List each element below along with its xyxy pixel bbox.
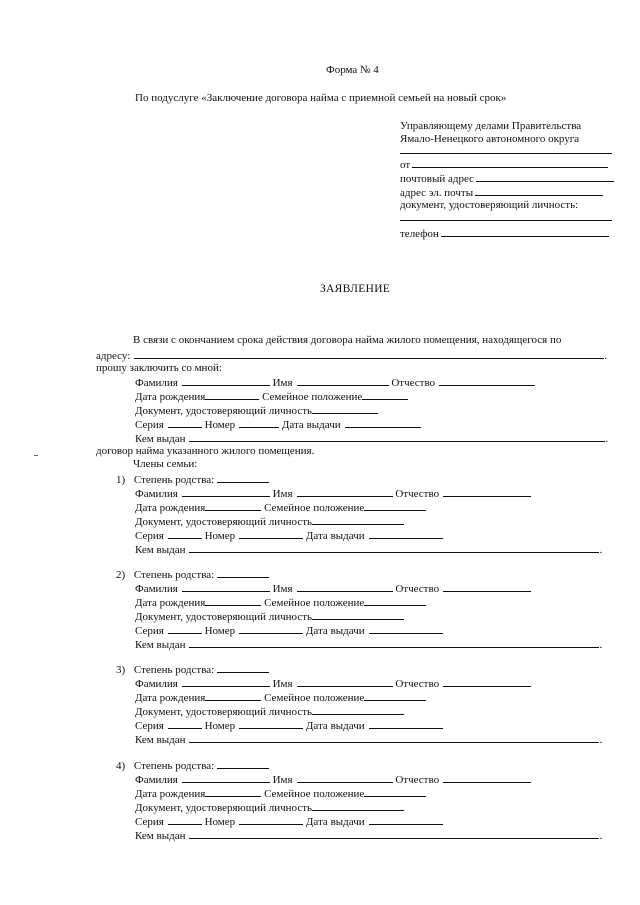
patronymic-label: Отчество [395, 583, 440, 595]
doc-label: Документ, удостоверяющий личность [135, 516, 313, 528]
patronymic-label: Отчество [395, 774, 440, 786]
birth-label: Дата рождения [135, 391, 206, 403]
form-subject: По подуслуге «Заключение договора найма с приемной семьей на новый срок» [135, 92, 507, 104]
member-kinship-row[interactable] [116, 758, 269, 773]
member-number: 1) [116, 474, 126, 486]
member-issued-row[interactable]: Кем выдан . [135, 734, 603, 746]
member-issued-row[interactable]: Кем выдан . [135, 544, 603, 556]
member-kinship-row[interactable] [116, 662, 269, 677]
surname-label: Фамилия [135, 774, 178, 786]
addressee-email-label: адрес эл. почты [400, 187, 474, 199]
doc-label: Документ, удостоверяющий личность [135, 802, 313, 814]
member-birth-row[interactable] [135, 500, 426, 515]
issued-by-label: Кем выдан [135, 734, 186, 746]
patronymic-label: Отчество [395, 488, 440, 500]
surname-label: Фамилия [135, 678, 178, 690]
member-doc-row[interactable] [135, 704, 404, 719]
addressee-email-row[interactable] [400, 185, 603, 200]
marital-label: Семейное положение [264, 788, 365, 800]
addressee-phone-label: телефон [400, 228, 439, 240]
applicant-birth-row[interactable] [135, 389, 408, 404]
addressee-id-doc-line[interactable] [400, 212, 612, 221]
name-label: Имя [272, 488, 293, 500]
member-birth-row[interactable] [135, 595, 426, 610]
number-label: Номер [204, 419, 236, 431]
after-text: договор найма указанного жилого помещения. [96, 445, 315, 457]
member-number: 2) [116, 569, 126, 581]
document-title: ЗАЯВЛЕНИЕ [320, 283, 391, 295]
member-kinship-row[interactable] [116, 472, 269, 487]
marital-label: Семейное положение [264, 597, 365, 609]
marital-label: Семейное положение [264, 692, 365, 704]
kinship-label: Степень родства: [133, 474, 215, 486]
member-series-row[interactable] [135, 718, 443, 733]
addressee-line-1: Управляющему делами Правительства [400, 120, 582, 132]
number-label: Номер [204, 816, 236, 828]
issue-date-label: Дата выдачи [305, 720, 365, 732]
addressee-postal-label: почтовый адрес [400, 173, 475, 185]
addressee-postal-row[interactable] [400, 171, 614, 186]
member-name-row[interactable] [135, 676, 531, 691]
marital-label: Семейное положение [262, 391, 363, 403]
member-series-row[interactable] [135, 528, 443, 543]
name-label: Имя [272, 583, 293, 595]
number-label: Номер [204, 625, 236, 637]
name-label: Имя [272, 678, 293, 690]
applicant-doc-row[interactable] [135, 403, 378, 418]
intro-line-3: прошу заключить со мной: [96, 362, 222, 374]
member-number: 4) [116, 760, 126, 772]
doc-label: Документ, удостоверяющий личность [135, 611, 313, 623]
birth-label: Дата рождения [135, 692, 206, 704]
patronymic-label: Отчество [391, 377, 436, 389]
member-kinship-row[interactable] [116, 567, 269, 582]
issue-date-label: Дата выдачи [305, 625, 365, 637]
marital-label: Семейное положение [264, 502, 365, 514]
surname-label: Фамилия [135, 488, 178, 500]
applicant-series-row[interactable] [135, 417, 421, 432]
members-heading: Члены семьи: [133, 458, 198, 470]
member-doc-row[interactable] [135, 609, 404, 624]
number-label: Номер [204, 720, 236, 732]
issued-by-label: Кем выдан [135, 544, 186, 556]
name-label: Имя [272, 774, 293, 786]
surname-label: Фамилия [135, 583, 178, 595]
kinship-label: Степень родства: [133, 569, 215, 581]
birth-label: Дата рождения [135, 502, 206, 514]
member-issued-row[interactable]: Кем выдан . [135, 639, 603, 651]
issued-by-label: Кем выдан [135, 639, 186, 651]
member-name-row[interactable] [135, 772, 531, 787]
number-label: Номер [204, 530, 236, 542]
series-label: Серия [135, 625, 164, 637]
patronymic-label: Отчество [395, 678, 440, 690]
member-series-row[interactable] [135, 814, 443, 829]
member-name-row[interactable] [135, 486, 531, 501]
addressee-blank-line[interactable] [400, 145, 612, 154]
kinship-label: Степень родства: [133, 664, 215, 676]
birth-label: Дата рождения [135, 597, 206, 609]
member-issued-row[interactable]: Кем выдан . [135, 830, 603, 842]
intro-address-label: адресу: [96, 350, 131, 362]
series-label: Серия [135, 419, 164, 431]
issued-by-label: Кем выдан [135, 433, 186, 445]
series-label: Серия [135, 530, 164, 542]
addressee-id-doc-label: документ, удостоверяющий личность: [400, 199, 579, 211]
applicant-issued-row[interactable]: Кем выдан . [135, 433, 609, 445]
form-number: Форма № 4 [326, 64, 379, 76]
name-label: Имя [272, 377, 293, 389]
member-series-row[interactable] [135, 623, 443, 638]
doc-label: Документ, удостоверяющий личность [135, 706, 313, 718]
margin-mark [34, 455, 38, 456]
member-doc-row[interactable] [135, 514, 404, 529]
issue-date-label: Дата выдачи [305, 816, 365, 828]
addressee-phone-row[interactable] [400, 226, 609, 241]
issue-date-label: Дата выдачи [281, 419, 341, 431]
doc-label: Документ, удостоверяющий личность [135, 405, 313, 417]
intro-line-1: В связи с окончанием срока действия договора найма жилого помещения, находящегося по [133, 334, 562, 346]
member-birth-row[interactable] [135, 786, 426, 801]
member-number: 3) [116, 664, 126, 676]
surname-label: Фамилия [135, 377, 178, 389]
member-doc-row[interactable] [135, 800, 404, 815]
addressee-line-2: Ямало-Ненецкого автономного округа [400, 133, 580, 145]
member-name-row[interactable] [135, 581, 531, 596]
issued-by-label: Кем выдан [135, 830, 186, 842]
birth-label: Дата рождения [135, 788, 206, 800]
series-label: Серия [135, 816, 164, 828]
kinship-label: Степень родства: [133, 760, 215, 772]
applicant-name-row[interactable] [135, 375, 535, 390]
member-birth-row[interactable] [135, 690, 426, 705]
issue-date-label: Дата выдачи [305, 530, 365, 542]
series-label: Серия [135, 720, 164, 732]
intro-address-row[interactable]: адресу: . [96, 350, 608, 362]
addressee-from-row[interactable] [400, 157, 608, 172]
addressee-from-label: от [400, 159, 411, 171]
